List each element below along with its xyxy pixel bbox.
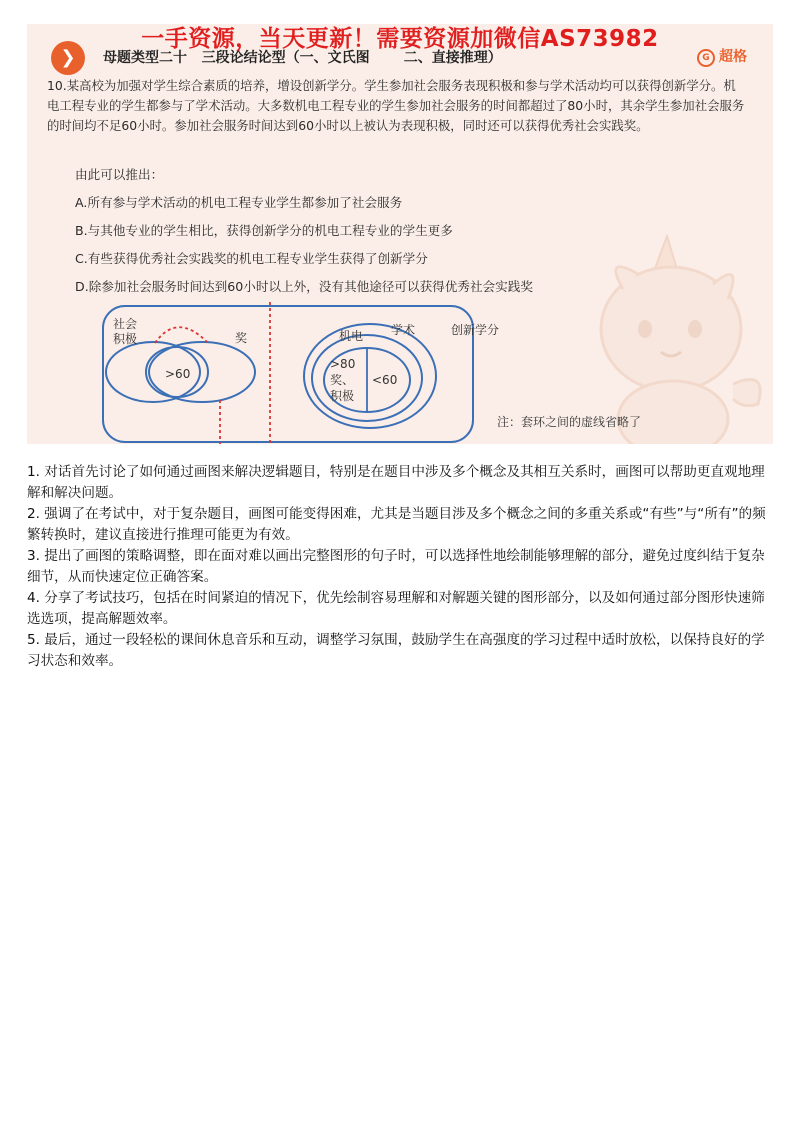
question-text: 10.某高校为加强对学生综合素质的培养，增设创新学分。学生参加社会服务表现积极和参与学术活动均可以获得创新学分。机电工程专业的学生都参与了学术活动。大多数机电工程专业的学生参加社会服务的时间都超过了80小时，其余学生参加社会服务的时间均不足60小时。参加社会服务时间达到60小时以上被认为表现积极，同时还可以获得优秀社会实践奖。 [47, 78, 745, 133]
label-under-60: <60 [372, 373, 398, 387]
summary-item: 5. 最后，通过一段轻松的课间休息音乐和互动，调整学习氛围，鼓励学生在高强度的学习过程中适时放松，以保持良好的学习状态和效率。 [27, 632, 765, 669]
label-award: 奖 [235, 331, 248, 345]
lecture-slide [27, 24, 773, 444]
option-d: D.除参加社会服务时间达到60小时以上外，没有其他途径可以获得优秀社会实践奖 [75, 279, 533, 294]
slide-title: 母题类型二十 三段论结论型（一、文氏图 二、直接推理） [103, 50, 502, 66]
brand-mark-icon: G [697, 49, 715, 67]
option-c: C.有些获得优秀社会实践奖的机电工程专业学生获得了创新学分 [75, 251, 428, 266]
venn-diagram [27, 302, 773, 444]
summary-list [27, 462, 767, 672]
label-active: 积极 [113, 332, 138, 346]
summary-item: 4. 分享了考试技巧，包括在时间紧迫的情况下，优先绘制容易理解和对解题关键的图形部分，以及如何通过部分图形快速筛选选项，提高解题效率。 [27, 590, 765, 627]
summary-item: 1. 对话首先讨论了如何通过画图来解决逻辑题目，特别是在题目中涉及多个概念及其相互关系时，画图可以帮助更直观地理解和解决问题。 [27, 464, 765, 501]
dashed-connector-top [155, 327, 207, 343]
summary-item: 2. 强调了在考试中，对于复杂题目，画图可能变得困难，尤其是当题目涉及多个概念之间的多重关系或“有些”与“所有”的频繁转换时，建议直接进行推理可能更为有效。 [27, 506, 766, 543]
left-diagram-frame [103, 306, 473, 442]
label-credit: 创新学分 [451, 323, 500, 337]
diagram-note: 注：套环之间的虚线省略了 [497, 415, 642, 429]
label-active-right: 积极 [330, 389, 355, 403]
watermark-text: 一手资源，当天更新！需要资源加微信AS73982 [141, 26, 659, 52]
label-award-right: 奖、 [330, 373, 355, 387]
chevron-right-icon: ❯ [51, 41, 85, 75]
summary-item: 3. 提出了画图的策略调整，即在面对难以画出完整图形的句子时，可以选择性地绘制能够理解的部分，避免过度纠结于复杂细节，从而快速定位正确答案。 [27, 548, 765, 585]
question-lead: 由此可以推出： [75, 167, 164, 182]
label-mech: 机电 [339, 329, 364, 343]
brand-name: 超格 [719, 49, 747, 65]
option-a: A.所有参与学术活动的机电工程专业学生都参加了社会服务 [75, 195, 403, 210]
label-social: 社会 [113, 317, 138, 331]
option-b: B.与其他专业的学生相比，获得创新学分的机电工程专业的学生更多 [75, 223, 453, 238]
label-over-80: >80 [330, 357, 356, 371]
label-academic: 学术 [391, 323, 416, 337]
label-over-60: >60 [165, 367, 191, 381]
